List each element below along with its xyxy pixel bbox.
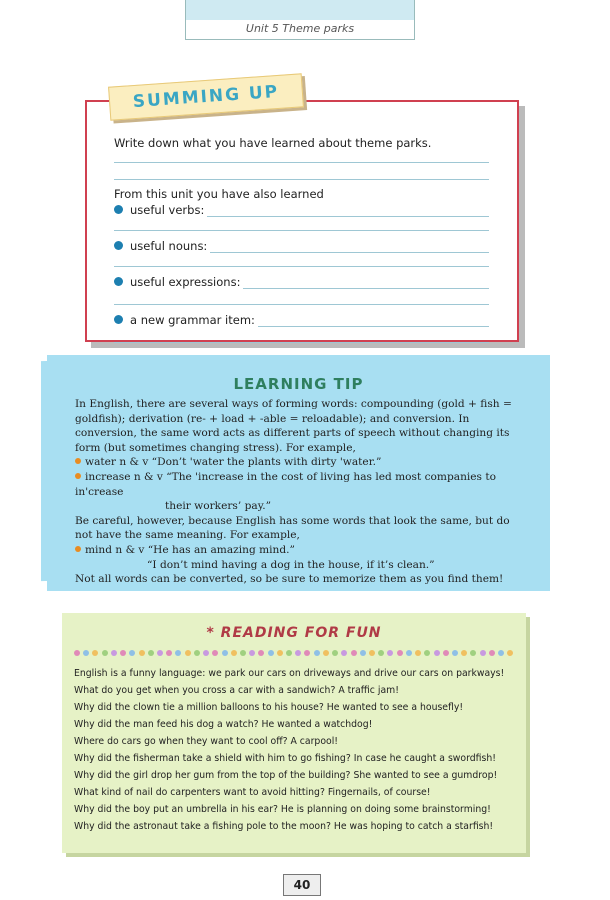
tip-paragraph: Not all words can be converted, so be sure to memorize them as you find them!	[75, 573, 504, 586]
tip-example	[75, 470, 527, 499]
jokes-list	[74, 665, 524, 835]
writing-line	[114, 342, 489, 343]
tip-example	[75, 455, 527, 470]
flower-icon	[360, 650, 366, 656]
example-text: water n & v “Don’t 'water the plants with dirty 'water.”	[85, 456, 382, 469]
flower-icon	[194, 650, 200, 656]
joke-line: Why did the clown tie a million balloons to his house? He wanted to see a housefly!	[74, 702, 464, 713]
bullet-dot	[114, 277, 123, 286]
reading-for-fun-box	[62, 613, 526, 853]
joke-line: English is a funny language: we park our cars on driveways and drive our cars on parkways!	[74, 668, 505, 679]
joke-line: Why did the boy put an umbrella in his ear? He is planning on doing some brainstorming!	[74, 804, 491, 815]
item-label: useful nouns:	[130, 239, 208, 253]
flower-icon	[111, 650, 117, 656]
flower-icon	[369, 650, 375, 656]
item-label: a new grammar item:	[130, 313, 255, 327]
flower-icon	[314, 650, 320, 656]
example-continuation: their workers’ pay.”	[165, 500, 272, 513]
flower-icon	[212, 650, 218, 656]
joke-line: Why did the astronaut take a fishing pole to the moon? He was hoping to catch a starfish!	[74, 821, 494, 832]
item-label: useful expressions:	[130, 275, 241, 289]
joke-line: What kind of nail do carpenters want to avoid hitting? Fingernails, of course!	[74, 787, 431, 798]
flower-icon	[397, 650, 403, 656]
flower-icon	[424, 650, 430, 656]
flower-icon	[498, 650, 504, 656]
flower-icon	[461, 650, 467, 656]
flower-icon	[120, 650, 126, 656]
summing-up-box	[85, 81, 519, 342]
flower-icon	[157, 650, 163, 656]
summing-up-item	[114, 313, 489, 327]
summing-up-also: From this unit you have also learned	[114, 187, 324, 201]
header-strip	[186, 0, 414, 20]
bullet-dot	[114, 241, 123, 250]
flower-icon	[323, 650, 329, 656]
summing-up-title: SUMMING UP	[132, 81, 280, 113]
answer-line[interactable]	[258, 314, 489, 327]
tip-paragraph: In English, there are several ways of forming words: compounding (gold + fish = goldfish); derivation (re- + load + -able = reloadable); and conversion. In conversion, the same word acts as different parts of speech without changing its form (but sometimes changing stress). For example,	[75, 398, 512, 454]
bullet-dot	[75, 546, 81, 552]
writing-line	[114, 162, 489, 163]
tip-paragraph: Be careful, however, because English has some words that look the same, but do not have the same meaning. For example,	[75, 514, 510, 542]
tip-example	[75, 543, 527, 558]
flower-icon	[203, 650, 209, 656]
flower-icon	[387, 650, 393, 656]
flower-icon	[277, 650, 283, 656]
joke-line: Why did the fisherman take a shield with him to go fishing? In case he caught a swordfish!	[74, 753, 496, 764]
summing-up-item	[114, 239, 489, 253]
bullet-dot	[114, 205, 123, 214]
joke-line: What do you get when you cross a car with a sandwich? A traffic jam!	[74, 685, 399, 696]
flower-icon	[74, 650, 80, 656]
flower-icon	[286, 650, 292, 656]
flower-icon	[489, 650, 495, 656]
joke-line: Where do cars go when they want to cool off? A carpool!	[74, 736, 339, 747]
reading-for-fun-title: * READING FOR FUN	[206, 625, 382, 641]
flower-icon	[249, 650, 255, 656]
flower-icon	[470, 650, 476, 656]
flower-icon	[268, 650, 274, 656]
flower-icon	[351, 650, 357, 656]
flower-icon	[332, 650, 338, 656]
flower-icon	[129, 650, 135, 656]
flower-icon	[240, 650, 246, 656]
flower-icon	[148, 650, 154, 656]
flower-icon	[185, 650, 191, 656]
writing-line	[114, 304, 489, 305]
item-label: useful verbs:	[130, 203, 205, 217]
flower-icon	[258, 650, 264, 656]
example-continuation: “I don’t mind having a dog in the house, if it’s clean.”	[147, 558, 435, 571]
flower-icon	[222, 650, 228, 656]
flower-icon	[231, 650, 237, 656]
summing-up-banner	[108, 73, 304, 120]
flower-icon	[295, 650, 301, 656]
joke-line: Why did the man feed his dog a watch? He wanted a watchdog!	[74, 719, 373, 730]
answer-line[interactable]	[243, 276, 489, 289]
summing-up-prompt: Write down what you have learned about theme parks.	[114, 136, 432, 150]
page-number: 40	[283, 874, 321, 896]
answer-line[interactable]	[210, 240, 489, 253]
flower-border	[74, 647, 514, 659]
bullet-dot	[75, 473, 81, 479]
bullet-dot	[75, 458, 81, 464]
writing-line	[114, 179, 489, 180]
unit-title: Unit 5 Theme parks	[245, 22, 355, 35]
joke-line: Why did the girl drop her gum from the top of the building? She wanted to see a gumdrop!	[74, 770, 498, 781]
flower-icon	[102, 650, 108, 656]
flower-icon	[406, 650, 412, 656]
flower-icon	[139, 650, 145, 656]
flower-icon	[166, 650, 172, 656]
learning-tip-title: LEARNING TIP	[233, 375, 364, 393]
summing-up-item	[114, 275, 489, 289]
summing-up-body	[114, 136, 489, 343]
flower-icon	[507, 650, 513, 656]
flower-icon	[434, 650, 440, 656]
learning-tip-body	[75, 397, 527, 587]
flower-icon	[304, 650, 310, 656]
flower-icon	[443, 650, 449, 656]
example-text: mind n & v “He has an amazing mind.”	[85, 543, 295, 556]
example-text: increase n & v “The 'increase in the cost of living has led most companies to in'crease	[75, 470, 496, 498]
flower-icon	[378, 650, 384, 656]
writing-line	[114, 230, 489, 231]
summing-up-item	[114, 203, 489, 217]
flower-icon	[83, 650, 89, 656]
flower-icon	[341, 650, 347, 656]
flower-icon	[480, 650, 486, 656]
learning-tip-box	[47, 355, 550, 591]
unit-header	[185, 0, 415, 40]
flower-icon	[415, 650, 421, 656]
bullet-dot	[114, 315, 123, 324]
answer-line[interactable]	[207, 204, 489, 217]
writing-line	[114, 266, 489, 267]
flower-icon	[92, 650, 98, 656]
flower-icon	[452, 650, 458, 656]
flower-icon	[175, 650, 181, 656]
